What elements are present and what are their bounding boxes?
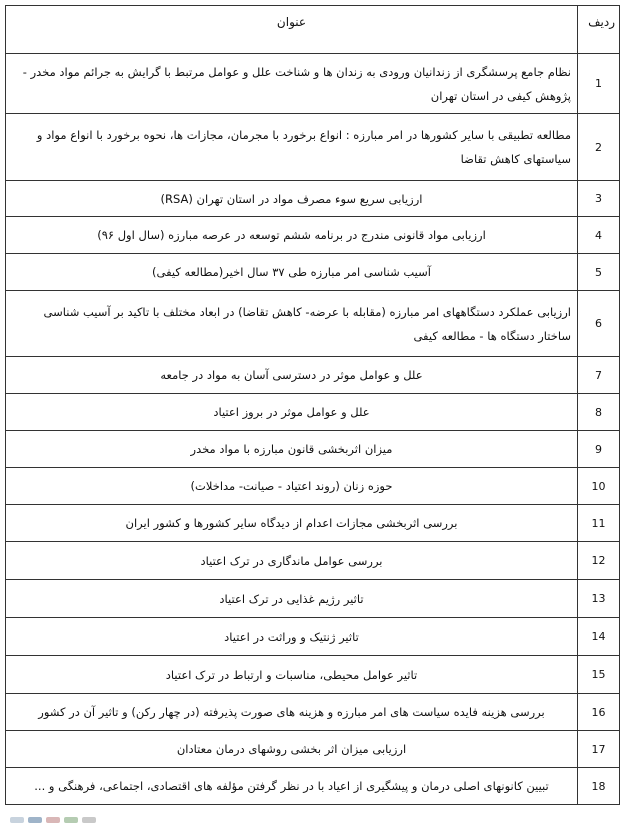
footer-share-icons [10, 817, 96, 823]
table-row [6, 656, 620, 694]
table-row [6, 181, 620, 217]
share-icon[interactable] [10, 817, 24, 823]
row-number: 17 [578, 731, 620, 768]
row-number: 9 [578, 431, 620, 468]
table-body [6, 54, 620, 805]
header-title: عنوان [6, 6, 578, 54]
table-row [6, 618, 620, 656]
row-number: 2 [578, 114, 620, 181]
table-row [6, 542, 620, 580]
table-row [6, 505, 620, 542]
row-number: 10 [578, 468, 620, 505]
table-row [6, 468, 620, 505]
header-row-number: ردیف [578, 6, 620, 54]
row-title: تاثیر عوامل محیطی، مناسبات و ارتباط در ترک اعتیاد [6, 656, 578, 694]
table-row [6, 694, 620, 731]
table-row [6, 217, 620, 254]
row-title: حوزه زنان (روند اعتیاد - صیانت- مداخلات) [6, 468, 578, 505]
table-row [6, 580, 620, 618]
row-title: مطالعه تطبیقی با سایر کشورها در امر مبارزه : انواع برخورد با مجرمان، مجازات ها، نحوه برخورد با انواع مواد و سیاستهای کاهش تقاضا [6, 114, 578, 181]
table-row [6, 431, 620, 468]
row-title: تبیین کانونهای اصلی درمان و پیشگیری از اعیاد با در نظر گرفتن مؤلفه های اقتصادی، اجتماعی، فرهنگی و ... [6, 768, 578, 805]
table-row [6, 768, 620, 805]
row-title: علل و عوامل موثر در بروز اعتیاد [6, 394, 578, 431]
row-number: 11 [578, 505, 620, 542]
table-row [6, 394, 620, 431]
row-title: ارزیابی سریع سوء مصرف مواد در استان تهران (RSA) [6, 181, 578, 217]
table-header-row [6, 6, 620, 54]
row-title: علل و عوامل موثر در دسترسی آسان به مواد در جامعه [6, 357, 578, 394]
share-icon[interactable] [46, 817, 60, 823]
row-number: 5 [578, 254, 620, 291]
table-row [6, 54, 620, 114]
table-row [6, 291, 620, 357]
row-number: 14 [578, 618, 620, 656]
row-title: تاثیر رژیم غذایی در ترک اعتیاد [6, 580, 578, 618]
row-number: 6 [578, 291, 620, 357]
row-title: ارزیابی میزان اثر بخشی روشهای درمان معتادان [6, 731, 578, 768]
row-number: 4 [578, 217, 620, 254]
row-number: 15 [578, 656, 620, 694]
table-row [6, 254, 620, 291]
row-title: بررسی عوامل ماندگاری در ترک اعتیاد [6, 542, 578, 580]
row-number: 12 [578, 542, 620, 580]
row-title: میزان اثربخشی قانون مبارزه با مواد مخدر [6, 431, 578, 468]
row-title: بررسی هزینه فایده سیاست های امر مبارزه و هزینه های صورت پذیرفته (در چهار رکن) و تاثیر آن در کشور [6, 694, 578, 731]
row-number: 18 [578, 768, 620, 805]
row-title: ارزیابی مواد قانونی مندرج در برنامه ششم توسعه در عرصه مبارزه (سال اول ۹۶) [6, 217, 578, 254]
share-icon[interactable] [82, 817, 96, 823]
share-icon[interactable] [28, 817, 42, 823]
research-topics-table-container [5, 5, 620, 805]
row-title: نظام جامع پرسشگری از زندانیان ورودی به زندان ها و شناخت علل و عوامل مرتبط با گرایش به جرائم مواد مخدر - پژوهش کیفی در استان تهران [6, 54, 578, 114]
row-number: 16 [578, 694, 620, 731]
row-title: تاثیر ژنتیک و وراثت در اعتیاد [6, 618, 578, 656]
table-row [6, 357, 620, 394]
row-title: ارزیابی عملکرد دستگاههای امر مبارزه (مقابله با عرضه- کاهش تقاضا) در ابعاد مختلف با تاکید بر آسیب شناسی ساختار دستگاه ها - مطالعه کیفی [6, 291, 578, 357]
share-icon[interactable] [64, 817, 78, 823]
row-number: 7 [578, 357, 620, 394]
row-title: آسیب شناسی امر مبارزه طی ۳۷ سال اخیر(مطالعه کیفی) [6, 254, 578, 291]
table-row [6, 731, 620, 768]
row-number: 3 [578, 181, 620, 217]
row-number: 13 [578, 580, 620, 618]
row-number: 8 [578, 394, 620, 431]
table-row [6, 114, 620, 181]
row-number: 1 [578, 54, 620, 114]
row-title: بررسی اثربخشی مجازات اعدام از دیدگاه سایر کشورها و کشور ایران [6, 505, 578, 542]
research-topics-table [5, 5, 620, 805]
